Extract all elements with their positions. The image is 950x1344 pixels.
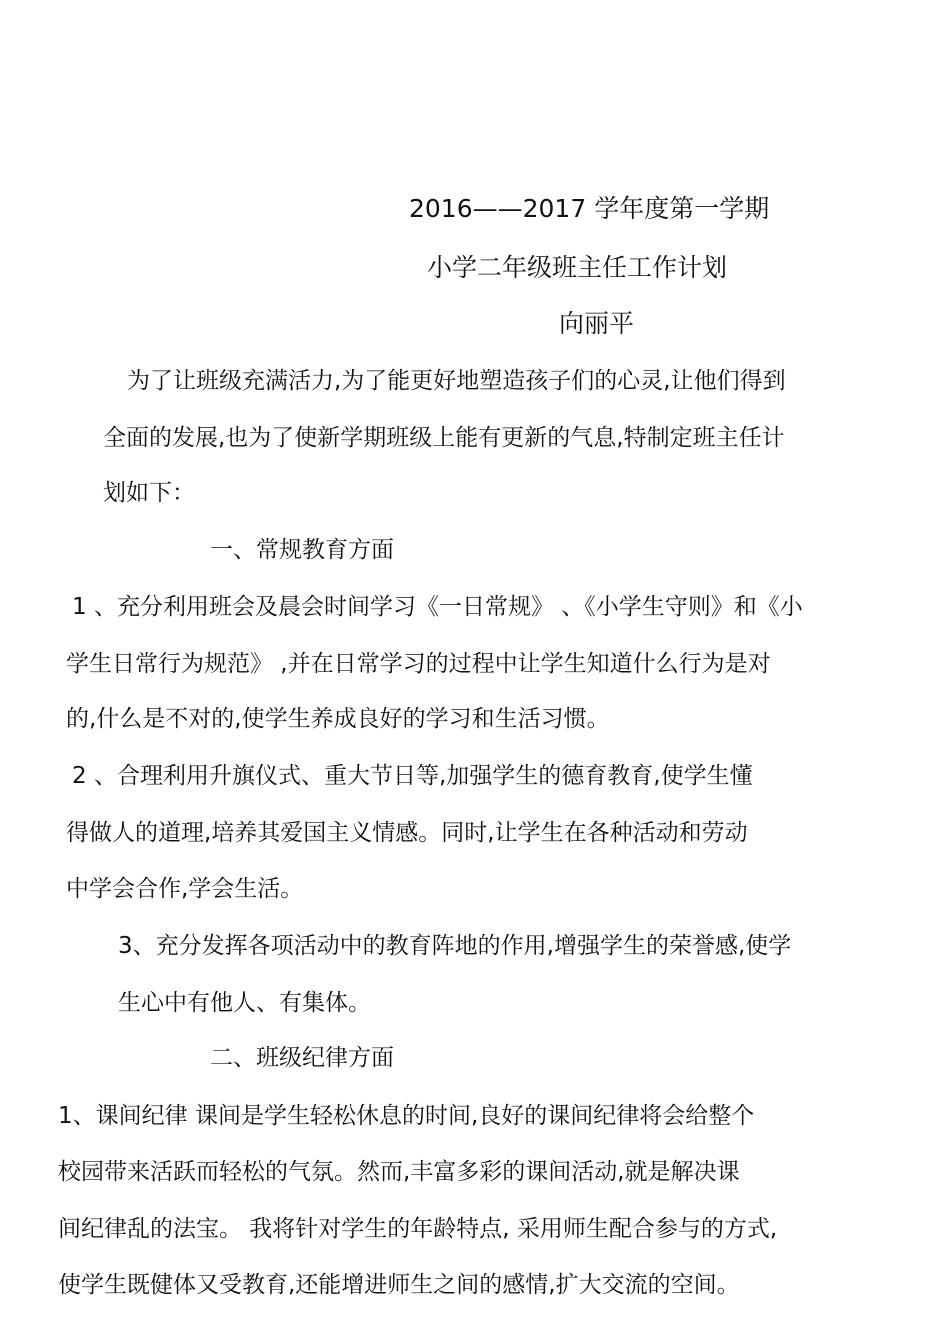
paragraph-line: 学生日常行为规范》 ,并在日常学习的过程中让学生知道什么行为是对 <box>66 651 771 677</box>
title-line-2: 小学二年级班主任工作计划 <box>427 253 728 282</box>
paragraph-line: 间纪律乱的法宝。 我将针对学生的年龄特点, 采用师生配合参与的方式, <box>58 1216 778 1242</box>
paragraph-line: 1、课间纪律 课间是学生轻松休息的时间,良好的课间纪律将会给整个 <box>58 1103 755 1129</box>
paragraph-line: 中学会合作,学会生活。 <box>66 876 304 902</box>
paragraph-line: 使学生既健体又受教育,还能增进师生之间的感情,扩大交流的空间。 <box>58 1272 740 1298</box>
section-heading: 二、班级纪律方面 <box>210 1045 394 1071</box>
title-line-1: 2016——2017 学年度第一学期 <box>409 194 770 223</box>
intro-line: 划如下： <box>103 480 195 506</box>
intro-line: 全面的发展,也为了使新学期班级上能有更新的气息,特制定班主任计 <box>103 425 785 451</box>
paragraph-line: 2 、合理利用升旗仪式、重大节日等,加强学生的德育教育,使学生懂 <box>72 763 753 789</box>
section-heading: 一、常规教育方面 <box>210 537 394 563</box>
paragraph-line: 1 、充分利用班会及晨会时间学习《一日常规》 、《小学生守则》和《小 <box>72 594 803 620</box>
paragraph-line: 3、充分发挥各项活动中的教育阵地的作用,增强学生的荣誉感,使学 <box>118 933 792 959</box>
intro-line: 为了让班级充满活力,为了能更好地塑造孩子们的心灵,让他们得到 <box>127 368 786 394</box>
paragraph-line: 校园带来活跃而轻松的气氛。然而,丰富多彩的课间活动,就是解决课 <box>58 1159 740 1185</box>
paragraph-line: 生心中有他人、有集体。 <box>118 990 371 1016</box>
author-name: 向丽平 <box>559 309 635 338</box>
paragraph-line: 的,什么是不对的,使学生养成良好的学习和生活习惯。 <box>66 706 610 732</box>
paragraph-line: 得做人的道理,培养其爱国主义情感。同时,让学生在各种活动和劳动 <box>66 820 748 846</box>
